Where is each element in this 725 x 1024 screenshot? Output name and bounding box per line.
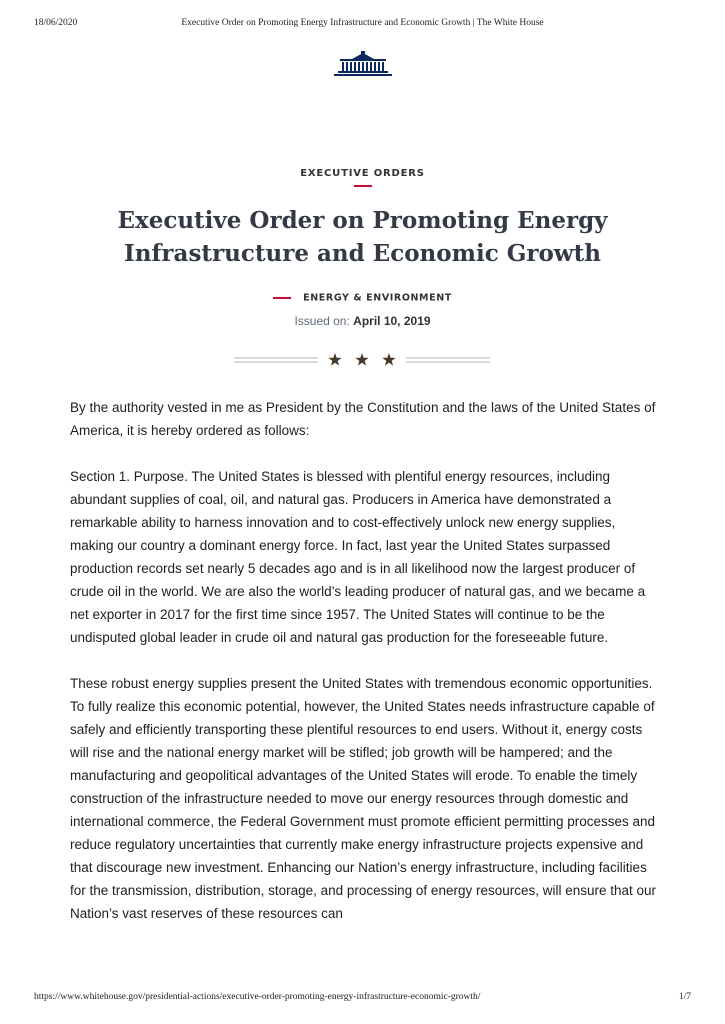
category-label[interactable]: ENERGY & ENVIRONMENT: [303, 292, 452, 304]
page-number: 1/7: [678, 992, 691, 1002]
article-body: [70, 396, 660, 948]
section-accent-bar: [354, 185, 372, 187]
white-house-building-icon[interactable]: [332, 50, 394, 78]
three-stars-icon: [0, 346, 725, 376]
body-paragraph: By the authority vested in me as President by the Constitution and the laws of the United States of America, it is hereby ordered as follows:: [70, 400, 656, 438]
page-title-line-2: Infrastructure and Economic Growth: [124, 240, 601, 267]
page-title: [60, 204, 665, 270]
print-page-title: Executive Order on Promoting Energy Infrastructure and Economic Growth | The White House: [181, 18, 544, 28]
body-paragraph: These robust energy supplies present the United States with tremendous economic opportunities. To fully realize this economic potential, however, the United States needs infrastructure capable of safely and efficiently transporting these plentiful resources to end users. Without it, energy costs will rise and the national energy market will be stifled; job growth will be hampered; and the manufacturing and geopolitical advantages of the United States will erode. To enable the timely construction of the infrastructure needed to move our energy resources through domestic and international commerce, the Federal Government must promote efficient permitting processes and reduce regulatory uncertainties that currently make energy infrastructure projects expensive and that discourage new investment. Enhancing our Nation’s energy infrastructure, including facilities for the transmission, distribution, storage, and processing of energy resources, will ensure that our Nation’s vast reserves of these resources can: [70, 676, 657, 921]
issued-date-value: April 10, 2019: [353, 314, 431, 328]
issued-date: [0, 314, 725, 328]
issued-label: Issued on:: [294, 314, 350, 328]
page-title-line-1: Executive Order on Promoting Energy: [117, 207, 608, 234]
category-tag[interactable]: [0, 289, 725, 307]
body-paragraph: Section 1. Purpose. The United States is blessed with plentiful energy resources, including abundant supplies of coal, oil, and natural gas. Producers in America have demonstrated a remarkable ability to harness innovation and to cost-effectively unlock new energy supplies, making our country a dominant energy force. In fact, last year the United States surpassed production records set nearly 5 decades ago and is in all likelihood now the largest producer of crude oil in the world. We are also the world’s leading producer of natural gas, and we became a net exporter in 2017 for the first time since 1957. The United States will continue to be the undisputed global leader in crude oil and natural gas production for the foreseeable future.: [70, 469, 646, 645]
category-dash: [273, 297, 291, 299]
print-date: 18/06/2020: [34, 18, 78, 28]
section-label[interactable]: EXECUTIVE ORDERS: [300, 168, 425, 179]
print-url: https://www.whitehouse.gov/presidential-actions/executive-order-promoting-energy-infrastructure-economic-growth/: [34, 992, 481, 1002]
